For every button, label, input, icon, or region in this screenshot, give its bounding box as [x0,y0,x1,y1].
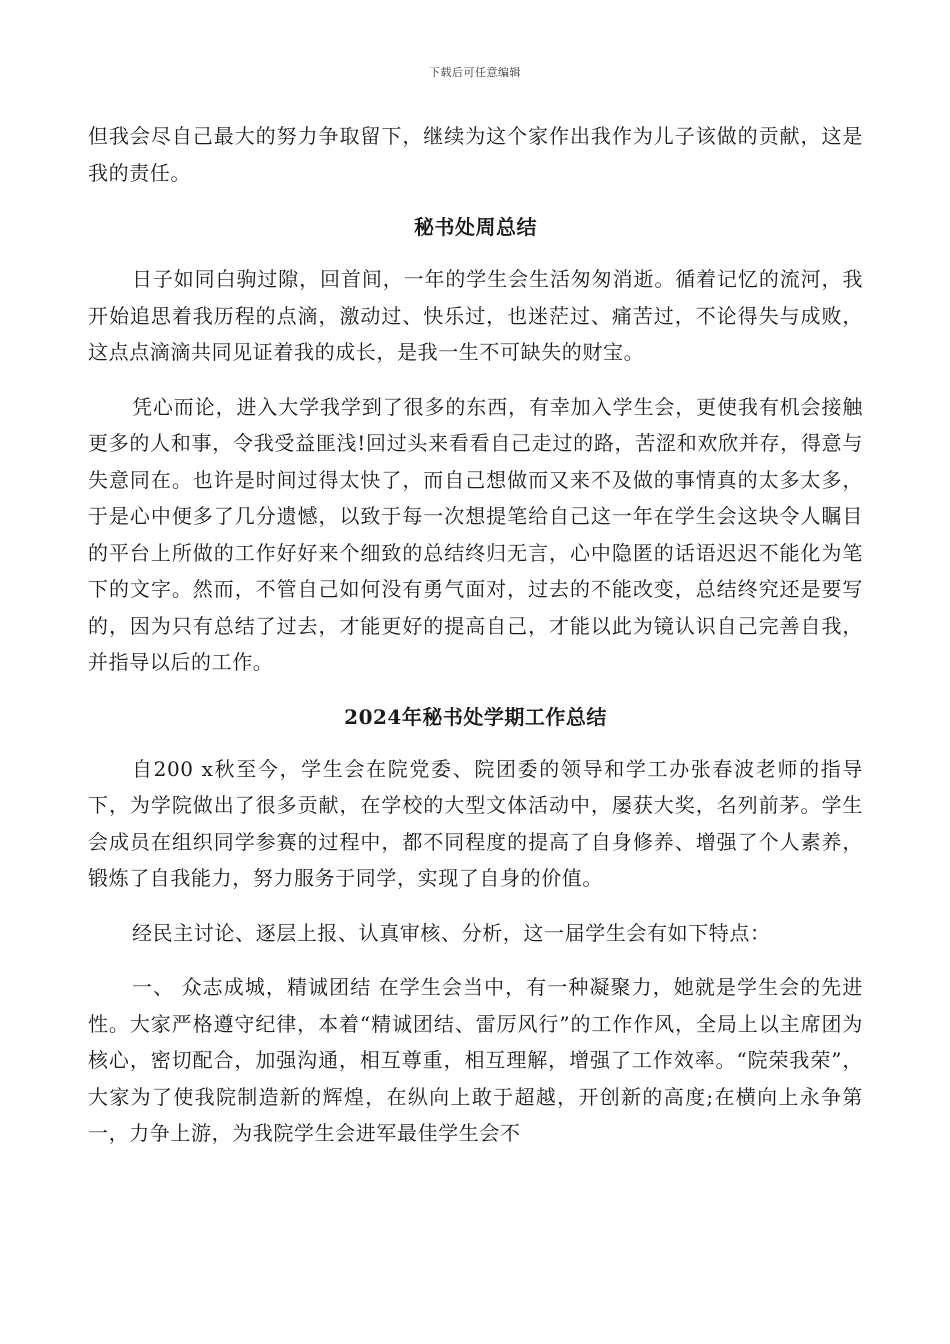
paragraph-achievements: 自200 x秋至今，学生会在院党委、院团委的领导和学工办张春波老师的指导下，为学院做出了很多贡献，在学校的大型文体活动中，屡获大奖，名列前茅。学生会成员在组织同学参赛的过程中，都不同程度的提高了自身修养、增强了个人素养，锻炼了自我能力，努力服务于同学，实现了自身的价值。 [88,756,863,890]
section-heading-weekly-summary: 秘书处周总结 [414,215,537,239]
section-heading-semester-summary: 2024年秘书处学期工作总结 [344,704,607,729]
paragraph-features-intro: 经民主讨论、逐层上报、认真审核、分析，这一届学生会有如下特点： [132,920,771,945]
paragraph-continuation: 但我会尽自己最大的努力争取留下，继续为这个家作出我作为儿子该做的贡献，这是我的责任。 [88,124,863,185]
document-body [88,118,863,1152]
paragraph-feature-one: 一、 众志成城，精诚团结 在学生会当中，有一种凝聚力，她就是学生会的先进性。大家严格遵守纪律，本着“精诚团结、雷厉风行”的工作作风，全局上以主席团为核心，密切配合，加强沟通，相互尊重，相互理解，增强了工作效率。“院荣我荣”，大家为了使我院制造新的辉煌，在纵向上敢于超越，开创新的高度;在横向上永争第一，力争上游，为我院学生会进军最佳学生会不 [88,975,863,1145]
header-note: 下载后可任意编辑 [429,66,521,79]
paragraph-intro: 日子如同白驹过隙，回首间，一年的学生会生活匆匆消逝。循着记忆的流河，我开始追思着我历程的点滴，激动过、快乐过，也迷茫过、痛苦过，不论得失与成败，这点点滴滴共同见证着我的成长，是我一生不可缺失的财宝。 [88,267,863,364]
paragraph-reflection: 凭心而论，进入大学我学到了很多的东西，有幸加入学生会，更使我有机会接触更多的人和事，令我受益匪浅!回过头来看看自己走过的路，苦涩和欢欣并存，得意与失意同在。也许是时间过得太快了，而自己想做而又来不及做的事情真的太多太多，于是心中便多了几分遗憾，以致于每一次想提笔给自己这一年在学生会这块令人瞩目的平台上所做的工作好好来个细致的总结终归无言，心中隐匿的话语迟迟不能化为笔下的文字。然而，不管自己如何没有勇气面对，过去的不能改变，总结终究还是要写的，因为只有总结了过去，才能更好的提高自己，才能以此为镜认识自己完善自我，并指导以后的工作。 [88,394,863,674]
